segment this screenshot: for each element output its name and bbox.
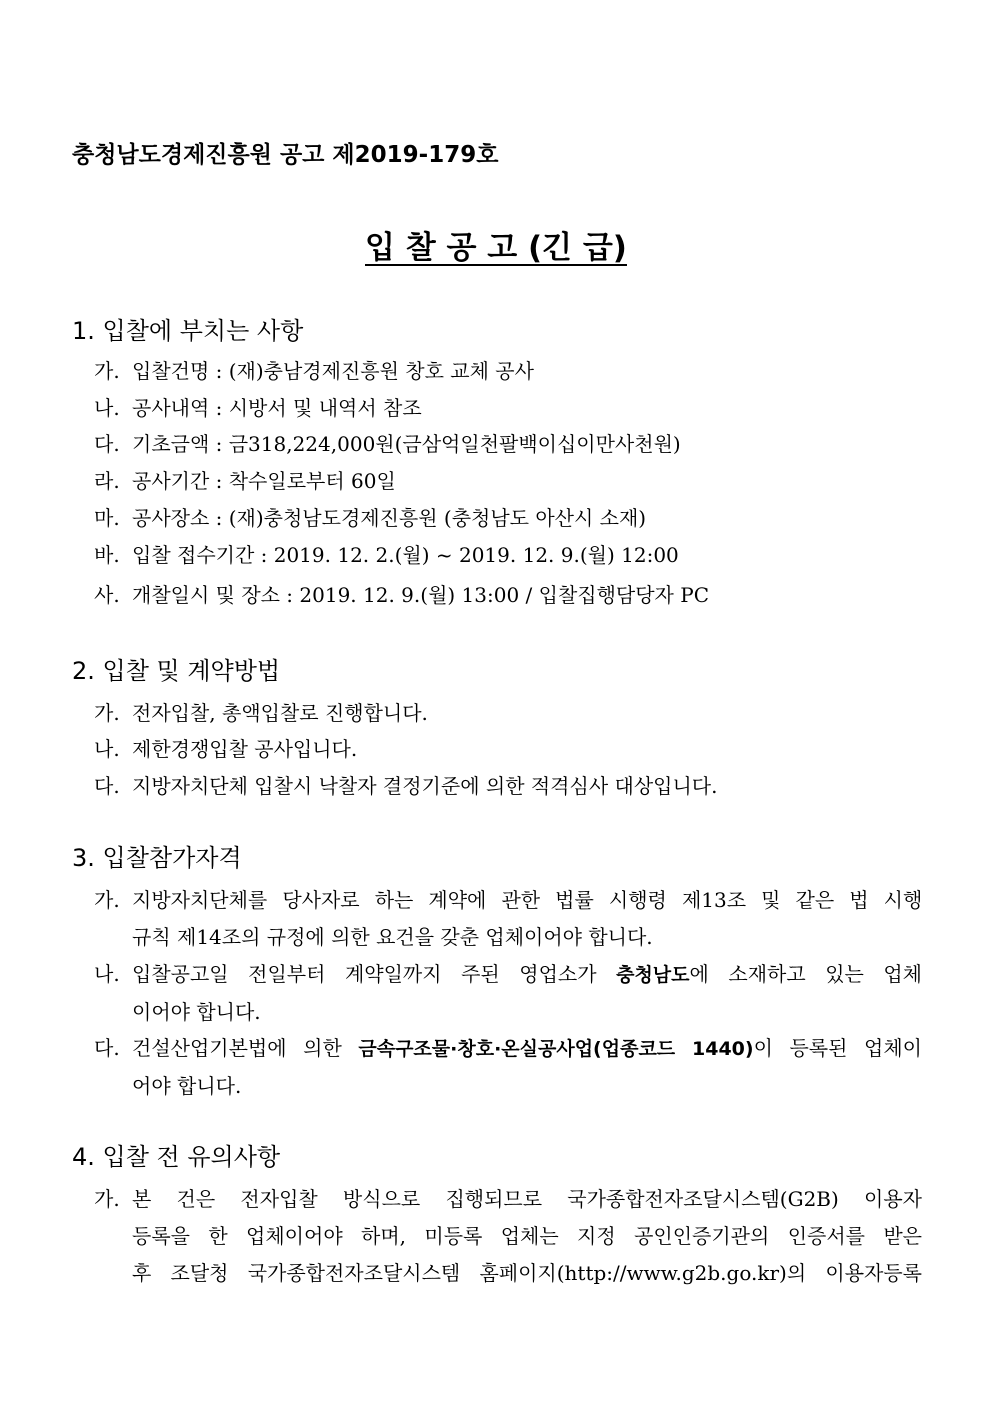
list-item [94, 1030, 922, 1105]
list-item [94, 956, 922, 1031]
item-text-line [132, 1030, 922, 1068]
item-text-line: 본 건은 전자입찰 방식으로 집행되므로 국가종합전자조달시스템(G2B) 이용자 [132, 1187, 922, 1211]
emphasis-region: 충청남도 [616, 964, 690, 986]
item-text: 공사기간 : 착수일로부터 60일 [132, 469, 396, 493]
list-item [94, 463, 924, 499]
item-text: 기초금액 : 금318,224,000원(금삼억일천팔백이십이만사천원) [132, 432, 681, 456]
document-title [0, 222, 992, 267]
item-marker: 가. [94, 701, 120, 725]
item-text-part: 에 소재하고 있는 업체 [689, 962, 923, 986]
item-marker: 가. [94, 888, 120, 912]
item-text: 공사장소 : (재)충청남도경제진흥원 (충청남도 아산시 소재) [132, 506, 647, 530]
notice-number: 충청남도경제진흥원 공고 제2019-179호 [72, 142, 499, 168]
list-item [94, 353, 924, 389]
item-marker: 사. [94, 583, 120, 607]
item-text: 전자입찰, 총액입찰로 진행합니다. [132, 701, 428, 725]
item-marker: 가. [94, 359, 120, 383]
section-heading-3: 3. 입찰참가자격 [72, 844, 242, 872]
section-heading-1: 1. 입찰에 부치는 사항 [72, 317, 304, 345]
item-text: 입찰 접수기간 : 2019. 12. 2.(월) ~ 2019. 12. 9.(월) 12:00 [132, 543, 679, 567]
item-marker: 나. [94, 962, 120, 986]
list-item [94, 768, 924, 804]
section-heading-2: 2. 입찰 및 계약방법 [72, 657, 281, 685]
item-text-line: 이어야 합니다. [132, 1000, 261, 1024]
item-marker: 나. [94, 737, 120, 761]
item-text-line [132, 956, 922, 994]
item-marker: 나. [94, 396, 120, 420]
item-text: 공사내역 : 시방서 및 내역서 참조 [132, 396, 422, 420]
list-item [94, 537, 924, 573]
item-text: 개찰일시 및 장소 : 2019. 12. 9.(월) 13:00 / 입찰집행담당자 PC [132, 583, 709, 607]
item-text-line: 지방자치단체를 당사자로 하는 계약에 관한 법률 시행령 제13조 및 같은 법 시행 [132, 888, 923, 912]
item-text-part: 입찰공고일 전일부터 계약일까지 주된 영업소가 [132, 962, 617, 986]
list-item [94, 1181, 922, 1292]
item-marker: 다. [94, 432, 120, 456]
item-text: 제한경쟁입찰 공사입니다. [132, 737, 358, 761]
list-item [94, 695, 924, 731]
list-item [94, 500, 924, 536]
item-marker: 다. [94, 1036, 120, 1060]
list-item [94, 426, 924, 462]
item-text-part: 건설산업기본법에 의한 [132, 1036, 359, 1060]
item-marker: 바. [94, 543, 120, 567]
item-text: 지방자치단체 입찰시 낙찰자 결정기준에 의한 적격심사 대상입니다. [132, 774, 718, 798]
item-text-line: 후 조달청 국가종합전자조달시스템 홈페이지(http://www.g2b.go.kr)의 이용자등록 [132, 1261, 922, 1285]
item-text-part: 이 등록된 업체이 [753, 1036, 922, 1060]
item-text: 입찰건명 : (재)충남경제진흥원 창호 교체 공사 [132, 359, 534, 383]
item-marker: 라. [94, 469, 120, 493]
item-marker: 마. [94, 506, 120, 530]
item-marker: 다. [94, 774, 120, 798]
list-item [94, 882, 922, 956]
document-title-text: 입 찰 공 고 (긴 급) [365, 230, 627, 266]
item-marker: 가. [94, 1187, 120, 1211]
list-item [94, 390, 924, 426]
item-text-line: 규칙 제14조의 규정에 의한 요건을 갖춘 업체이어야 합니다. [132, 925, 653, 949]
item-text-line: 어야 합니다. [132, 1074, 242, 1098]
item-text-line: 등록을 한 업체이어야 하며, 미등록 업체는 지정 공인인증기관의 인증서를 받은 [132, 1224, 922, 1248]
list-item [94, 731, 924, 767]
list-item [94, 577, 924, 613]
section-heading-4: 4. 입찰 전 유의사항 [72, 1143, 281, 1171]
emphasis-license: 금속구조물·창호·온실공사업(업종코드 1440) [358, 1038, 754, 1060]
